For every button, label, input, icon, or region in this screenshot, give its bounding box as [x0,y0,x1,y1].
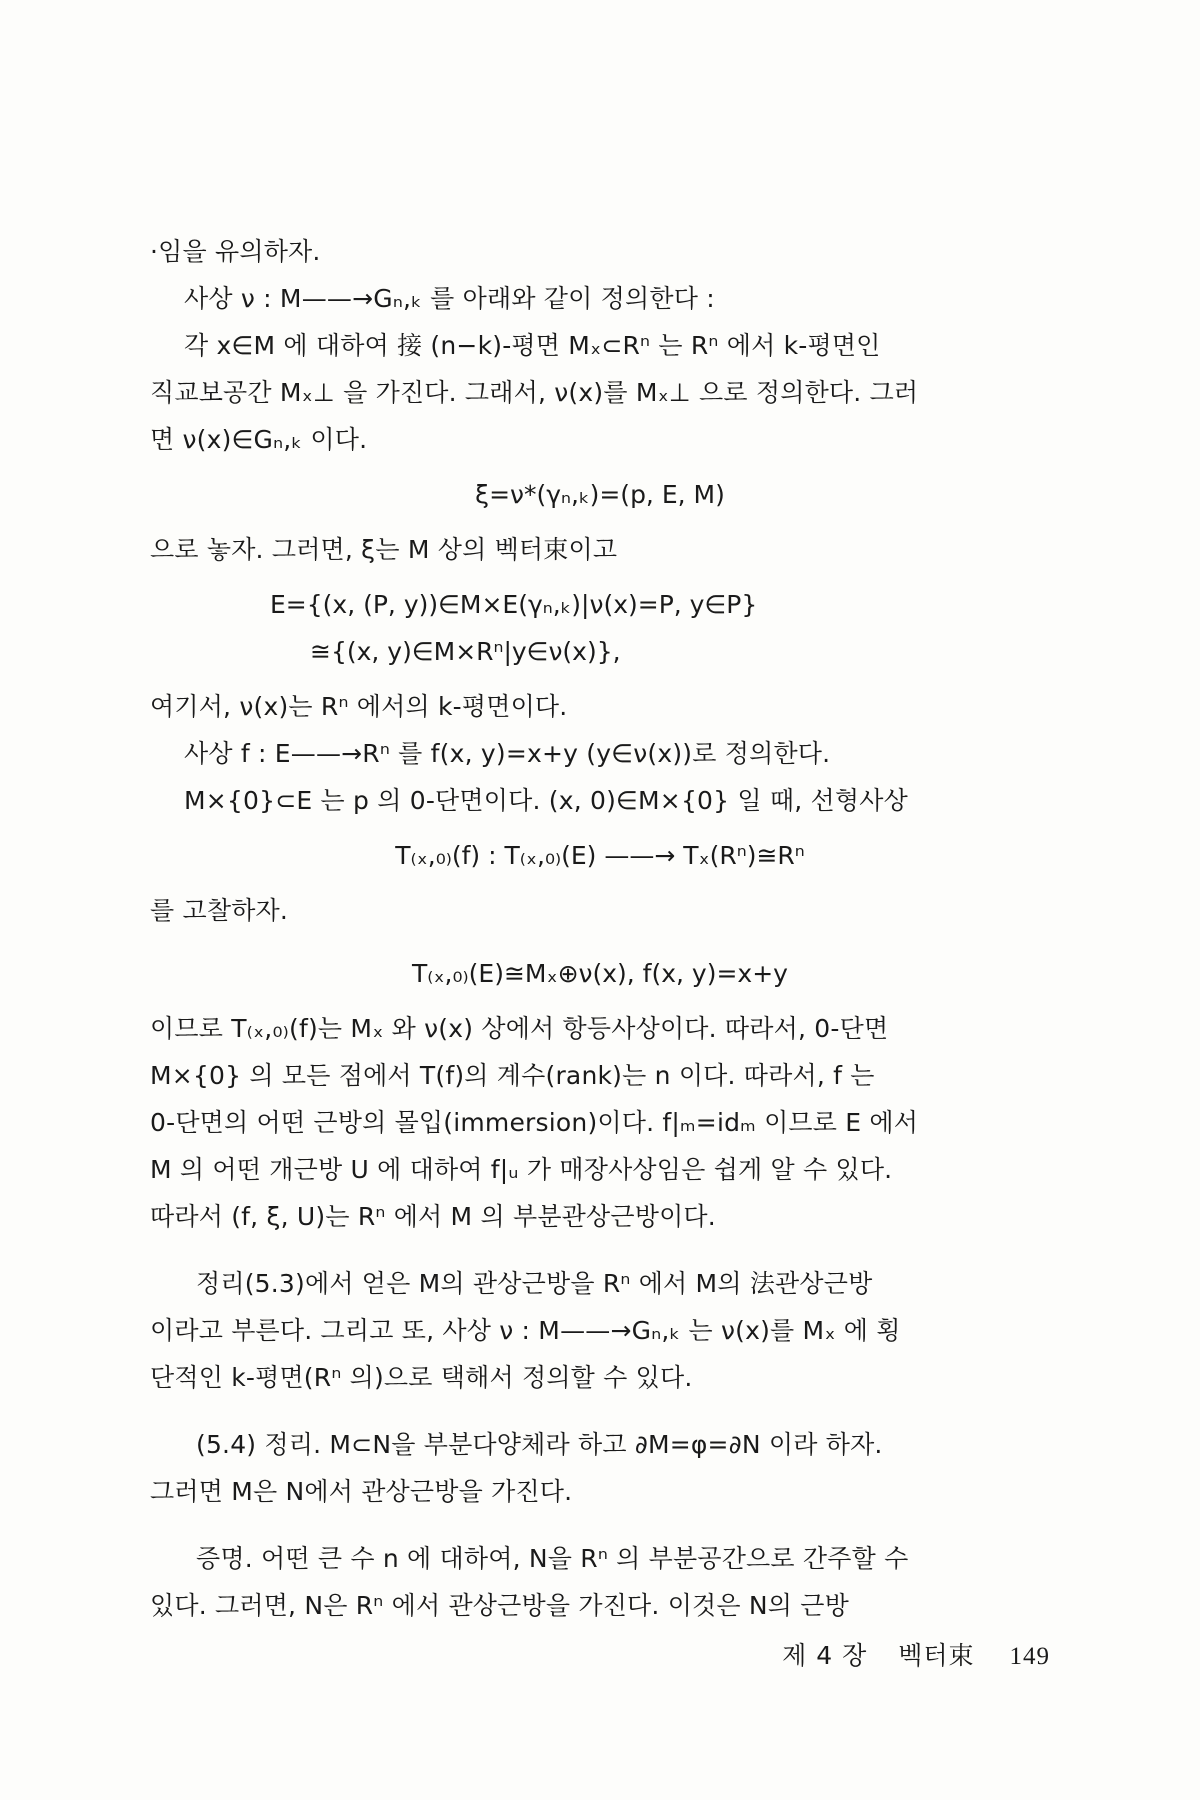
body-line: 정리(5.3)에서 얻은 M의 관상근방을 Rⁿ 에서 M의 法관상근방 [196,1269,873,1298]
spacer [150,573,1050,581]
footer-title: 벡터束 [898,1641,975,1670]
body-line: 여기서, ν(x)는 Rⁿ 에서의 k-평면이다. [150,692,568,721]
body-line: 이라고 부른다. 그리고 또, 사상 ν : M——→Gₙ,ₖ 는 ν(x)를 Mₓ 에 횡 [150,1316,901,1345]
theorem-line: (5.4) 정리. M⊂N을 부분다양체라 하고 ∂M=φ=∂N 이라 하자. [196,1430,883,1459]
body-line: 으로 놓자. 그러면, ξ는 M 상의 벡터束이고 [150,535,618,564]
page-number: 149 [1009,1643,1050,1670]
body-line: 직교보공간 Mₓ⊥ 을 가진다. 그래서, ν(x)를 Mₓ⊥ 으로 정의한다. 그러 [150,378,919,407]
display-equation: T₍ₓ,₀₎(f) : T₍ₓ,₀₎(E) ——→ Tₓ(Rⁿ)≅Rⁿ [395,841,805,870]
spacer [150,463,1050,471]
spacer [150,879,1050,887]
body-line: 이므로 T₍ₓ,₀₎(f)는 Mₓ 와 ν(x) 상에서 항등사상이다. 따라서, 0-단면 [150,1014,889,1043]
footer-chapter: 제 4 장 [782,1641,868,1670]
spacer [150,824,1050,832]
body-line: 0-단면의 어떤 근방의 몰입(immersion)이다. f|ₘ=idₘ 이므로 E 에서 [150,1108,919,1137]
proof-line: 증명. 어떤 큰 수 n 에 대하여, N을 Rⁿ 의 부분공간으로 간주할 수 [196,1544,909,1573]
page-body [150,228,1050,1629]
body-line: M×{0}⊂E 는 p 의 0-단면이다. (x, 0)∈M×{0} 일 때, 선형사상 [184,786,908,815]
spacer [150,518,1050,526]
display-equation: T₍ₓ,₀₎(E)≅Mₓ⊕ν(x), f(x, y)=x+y [412,959,788,988]
display-equation: E={(x, (P, y))∈M×E(γₙ,ₖ)|ν(x)=P, y∈P} [270,590,758,619]
spacer [150,934,1050,950]
display-equation: ξ=ν*(γₙ,ₖ)=(p, E, M) [475,480,725,509]
body-line: M×{0} 의 모든 점에서 T(f)의 계수(rank)는 n 이다. 따라서, f 는 [150,1061,875,1090]
display-equation: ≅{(x, y)∈M×Rⁿ|y∈ν(x)}, [310,637,621,666]
body-line: 면 ν(x)∈Gₙ,ₖ 이다. [150,425,368,454]
body-line: M 의 어떤 개근방 U 에 대하여 f|ᵤ 가 매장사상임은 쉽게 알 수 있다. [150,1155,893,1184]
body-line: 각 x∈M 에 대하여 接 (n−k)-평면 Mₓ⊂Rⁿ 는 Rⁿ 에서 k-평면인 [184,331,881,360]
body-line: 따라서 (f, ξ, U)는 Rⁿ 에서 M 의 부분관상근방이다. [150,1202,716,1231]
body-line: 단적인 k-평면(Rⁿ 의)으로 택해서 정의할 수 있다. [150,1363,693,1392]
body-line: 사상 f : E——→Rⁿ 를 f(x, y)=x+y (y∈ν(x))로 정의한다. [184,739,831,768]
page-footer [782,1636,1050,1672]
theorem-line: 그러면 M은 N에서 관상근방을 가진다. [150,1477,573,1506]
body-line: 사상 ν : M——→Gₙ,ₖ 를 아래와 같이 정의한다 : [184,284,715,313]
spacer [150,675,1050,683]
proof-line: 있다. 그러면, N은 Rⁿ 에서 관상근방을 가진다. 이것은 N의 근방 [150,1591,849,1620]
body-line: ·임을 유의하자. [150,237,321,266]
body-line: 를 고찰하자. [150,896,289,925]
spacer [150,997,1050,1005]
